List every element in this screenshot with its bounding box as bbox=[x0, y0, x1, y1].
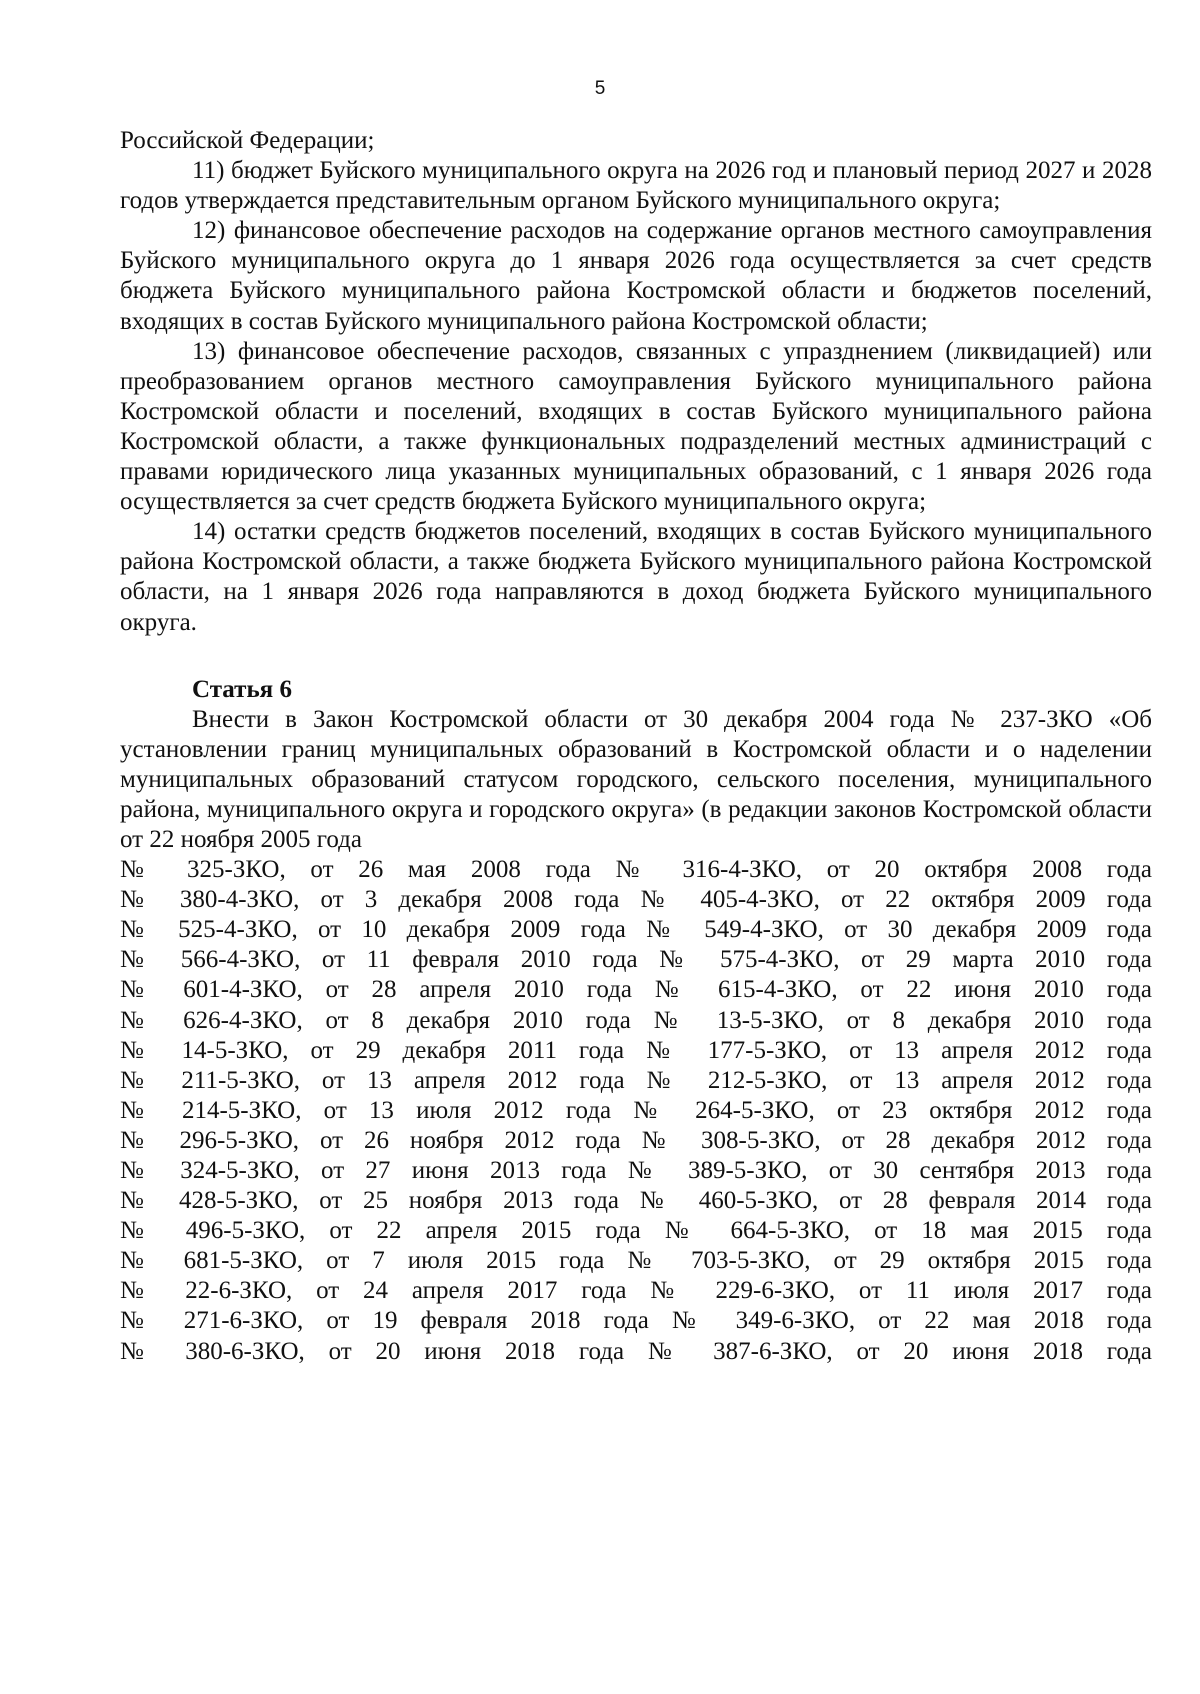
paragraph-continuation: Российской Федерации; bbox=[120, 127, 375, 154]
amendment-line bbox=[120, 1246, 1152, 1276]
amendment-line bbox=[120, 1096, 1152, 1126]
amendment-line bbox=[120, 915, 1152, 945]
article-intro: Внести в Закон Костромской области от 30 декабря 2004 года № 237-ЗКО «Об установлении границ муниципальных образований в Костромской области и о наделении муниципальных образований статусом городского, сельского поселения, муниципального района, муниципального округа и городского округа» (в редакции законов Костромской области от 22 ноября 2005 года bbox=[120, 705, 1152, 853]
amendment-line bbox=[120, 1186, 1152, 1216]
paragraph-item-14: 14) остатки средств бюджетов поселений, входящих в состав Буйского муниципального района Костромской области, а также бюджета Буйского муниципального района Костромской области, на 1 января 2026 года направляются в доход бюджета Буйского муниципального округа. bbox=[120, 518, 1152, 636]
amendment-line-text: № 380-4-ЗКО, от 3 декабря 2008 года № 405-4-ЗКО, от 22 октября 2009 года bbox=[120, 886, 1152, 914]
amendment-line-text: № 525-4-ЗКО, от 10 декабря 2009 года № 549-4-ЗКО, от 30 декабря 2009 года bbox=[120, 916, 1152, 944]
amendment-line bbox=[120, 1006, 1152, 1036]
article-heading: Статья 6 bbox=[192, 675, 292, 703]
amendment-line-text: № 296-5-ЗКО, от 26 ноября 2012 года № 308-5-ЗКО, от 28 декабря 2012 года bbox=[120, 1126, 1152, 1154]
amendment-line-text: № 214-5-ЗКО, от 13 июля 2012 года № 264-5-ЗКО, от 23 октября 2012 года bbox=[120, 1096, 1152, 1124]
paragraph-item-12: 12) финансовое обеспечение расходов на содержание органов местного самоуправления Буйского муниципального округа до 1 января 2026 года осуществляется за счет средств бюджета Буйского муниципального района Костромской области и бюджетов поселений, входящих в состав Буйского муниципального района Костромской области; bbox=[120, 217, 1152, 335]
amendment-line-text: № 428-5-ЗКО, от 25 ноября 2013 года № 460-5-ЗКО, от 28 февраля 2014 года bbox=[120, 1187, 1152, 1215]
amendment-line bbox=[120, 855, 1152, 885]
amendment-line bbox=[120, 945, 1152, 975]
amendment-list bbox=[120, 855, 1152, 1367]
amendment-line-text: № 22-6-ЗКО, от 24 апреля 2017 года № 229-6-ЗКО, от 11 июля 2017 года bbox=[120, 1277, 1152, 1305]
amendment-line-text: № 271-6-ЗКО, от 19 февраля 2018 года № 349-6-ЗКО, от 22 мая 2018 года bbox=[120, 1307, 1152, 1335]
amendment-line bbox=[120, 1036, 1152, 1066]
amendment-line-text: № 681-5-ЗКО, от 7 июля 2015 года № 703-5-ЗКО, от 29 октября 2015 года bbox=[120, 1247, 1152, 1275]
amendment-line-text: № 380-6-ЗКО, от 20 июня 2018 года № 387-6-ЗКО, от 20 июня 2018 года bbox=[120, 1337, 1152, 1365]
document-body bbox=[120, 126, 1152, 1367]
page-number: 5 bbox=[594, 78, 606, 99]
amendment-line bbox=[120, 1126, 1152, 1156]
amendment-line bbox=[120, 1066, 1152, 1096]
amendment-line bbox=[120, 1306, 1152, 1336]
amendment-line bbox=[120, 1276, 1152, 1306]
amendment-line bbox=[120, 1337, 1152, 1367]
amendment-line-text: № 566-4-ЗКО, от 11 февраля 2010 года № 575-4-ЗКО, от 29 марта 2010 года bbox=[120, 946, 1152, 974]
amendment-line-text: № 601-4-ЗКО, от 28 апреля 2010 года № 615-4-ЗКО, от 22 июня 2010 года bbox=[120, 976, 1152, 1004]
paragraph-item-13: 13) финансовое обеспечение расходов, связанных с упразднением (ликвидацией) или преобразованием органов местного самоуправления Буйского муниципального района Костромской области и поселений, входящих в состав Буйского муниципального района Костромской области, а также функциональных подразделений местных администраций с правами юридического лица указанных муниципальных образований, с 1 января 2026 года осуществляется за счет средств бюджета Буйского муниципального округа; bbox=[120, 337, 1152, 516]
amendment-line bbox=[120, 1156, 1152, 1186]
amendment-line-text: № 211-5-ЗКО, от 13 апреля 2012 года № 212-5-ЗКО, от 13 апреля 2012 года bbox=[120, 1066, 1152, 1094]
amendment-line bbox=[120, 1216, 1152, 1246]
amendment-line bbox=[120, 975, 1152, 1005]
amendment-line-text: № 14-5-ЗКО, от 29 декабря 2011 года № 177-5-ЗКО, от 13 апреля 2012 года bbox=[120, 1036, 1152, 1064]
amendment-line-text: № 324-5-ЗКО, от 27 июня 2013 года № 389-5-ЗКО, от 30 сентября 2013 года bbox=[120, 1157, 1152, 1184]
amendment-line-text: № 325-ЗКО, от 26 мая 2008 года № 316-4-ЗКО, от 20 октября 2008 года bbox=[120, 856, 1152, 884]
amendment-line-text: № 496-5-ЗКО, от 22 апреля 2015 года № 664-5-ЗКО, от 18 мая 2015 года bbox=[120, 1217, 1152, 1245]
amendment-line-text: № 626-4-ЗКО, от 8 декабря 2010 года № 13-5-ЗКО, от 8 декабря 2010 года bbox=[120, 1006, 1152, 1034]
amendment-line bbox=[120, 885, 1152, 915]
paragraph-item-11: 11) бюджет Буйского муниципального округа на 2026 год и плановый период 2027 и 2028 годов утверждается представительным органом Буйского муниципального округа; bbox=[120, 157, 1152, 215]
